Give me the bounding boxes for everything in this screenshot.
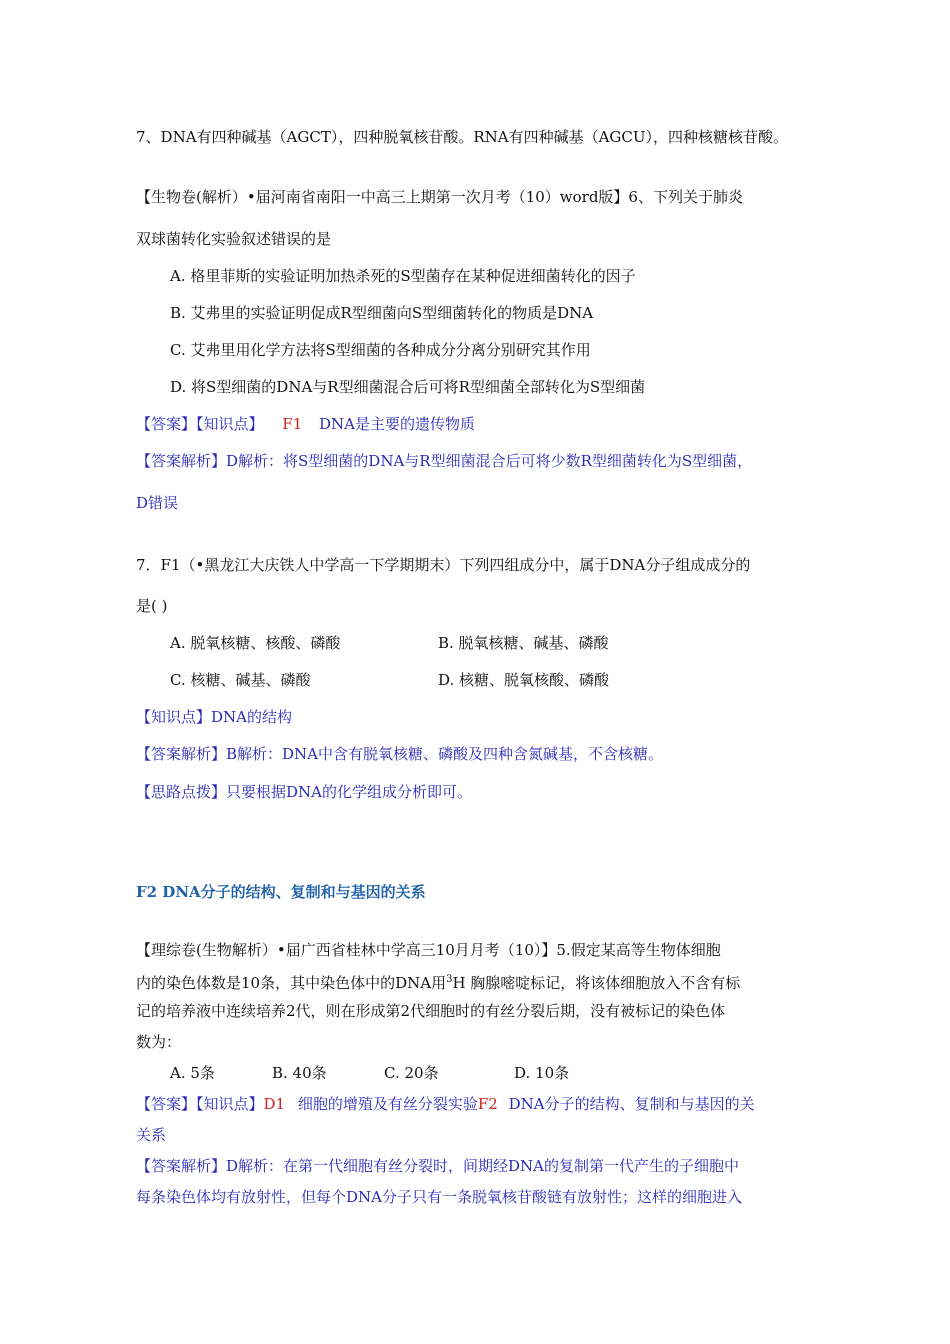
section-f2-title: F2 DNA分子的结构、复制和与基因的关系 [136,883,426,901]
q5-line4: 数为： [136,1033,182,1051]
q6-analysis-line2: D错误 [136,494,179,512]
q7-option-c: C. 核糖、碱基、磷酸 [170,671,311,689]
q5-option-d: D. 10条 [514,1064,570,1082]
q7-knowledge: 【知识点】DNA的结构 [136,708,292,726]
q7-option-d: D. 核糖、脱氧核酸、磷酸 [438,671,610,689]
q6-option-d: D. 将S型细菌的DNA与R型细菌混合后可将R型细菌全部转化为S型细菌 [170,378,646,396]
q5-answer-topic2: DNA分子的结构、复制和与基因的关 [508,1095,755,1113]
q6-option-a: A. 格里菲斯的实验证明加热杀死的S型菌存在某种促进细菌转化的因子 [170,267,636,285]
q5-answer-code1: D1 [263,1095,286,1113]
q6-answer-line [136,414,475,434]
q6-answer-prefix: 【答案】【知识点】 [136,415,264,433]
q6-option-b: B. 艾弗里的实验证明促成R型细菌向S型细菌转化的物质是DNA [170,304,594,322]
q5-answer-topic1: 细胞的增殖及有丝分裂实验 [297,1095,478,1113]
q5-answer-code2: F2 [477,1095,498,1113]
q5-analysis-line1: 【答案解析】D解析：在第一代细胞有丝分裂时，间期经DNA的复制第一代产生的子细胞中 [136,1157,740,1175]
q7-stem-line2: 是( ) [136,597,168,615]
q6-answer-topic: DNA是主要的遗传物质 [319,415,476,433]
q6-option-c: C. 艾弗里用化学方法将S型细菌的各种成分分离分别研究其作用 [170,341,591,359]
q5-line3: 记的培养液中连续培养2代，则在形成第2代细胞时的有丝分裂后期，没有被标记的染色体 [136,1002,726,1020]
q5-line2-b: H 胸腺嘧啶标记，将该体细胞放入不含有标 [452,974,741,992]
q5-line2-a: 内的染色体数是10条，其中染色体中的DNA用 [136,974,447,992]
q5-answer-topic2-cont: 关系 [136,1126,167,1144]
q6-analysis-line1: 【答案解析】D解析：将S型细菌的DNA与R型细菌混合后可将少数R型细菌转化为S型细菌， [136,452,753,470]
q7-hint: 【思路点拨】只要根据DNA的化学组成分析即可。 [136,783,472,801]
q7-analysis: 【答案解析】B解析：DNA中含有脱氧核糖、磷酸及四种含氮碱基，不含核糖。 [136,745,664,763]
q6-answer-code: F1 [282,415,303,433]
q7-option-b: B. 脱氧核糖、碱基、磷酸 [438,634,609,652]
q7-stem-line1: 7．F1（•黑龙江大庆铁人中学高一下学期期末）下列四组成分中，属于DNA分子组成成分的 [136,556,751,574]
q7-option-a: A. 脱氧核糖、核酸、磷酸 [170,634,341,652]
q5-analysis-line2: 每条染色体均有放射性，但每个DNA分子只有一条脱氧核苷酸链有放射性；这样的细胞进入 [136,1188,742,1206]
q6-source-line2: 双球菌转化实验叙述错误的是 [136,230,332,248]
q5-answer-prefix: 【答案】【知识点】 [136,1095,264,1113]
q5-line1: 【理综卷(生物解析）•届广西省桂林中学高三10月月考（10）】5.假定某高等生物体细胞 [136,941,721,959]
q5-line2-sup: 3 [446,974,453,985]
q5-answer-line [136,1094,755,1114]
q6-source-line1: 【生物卷(解析）•届河南省南阳一中高三上期第一次月考（10）word版】6、下列关于肺炎 [136,188,743,206]
q5-option-b: B. 40条 [272,1064,327,1082]
q5-option-c: C. 20条 [384,1064,439,1082]
q5-line2 [136,970,740,993]
prev-answer-line: 7、DNA有四种碱基（AGCT），四种脱氧核苷酸。RNA有四种碱基（AGCU），四种核糖核苷酸。 [136,128,789,146]
q5-option-a: A. 5条 [170,1064,215,1082]
